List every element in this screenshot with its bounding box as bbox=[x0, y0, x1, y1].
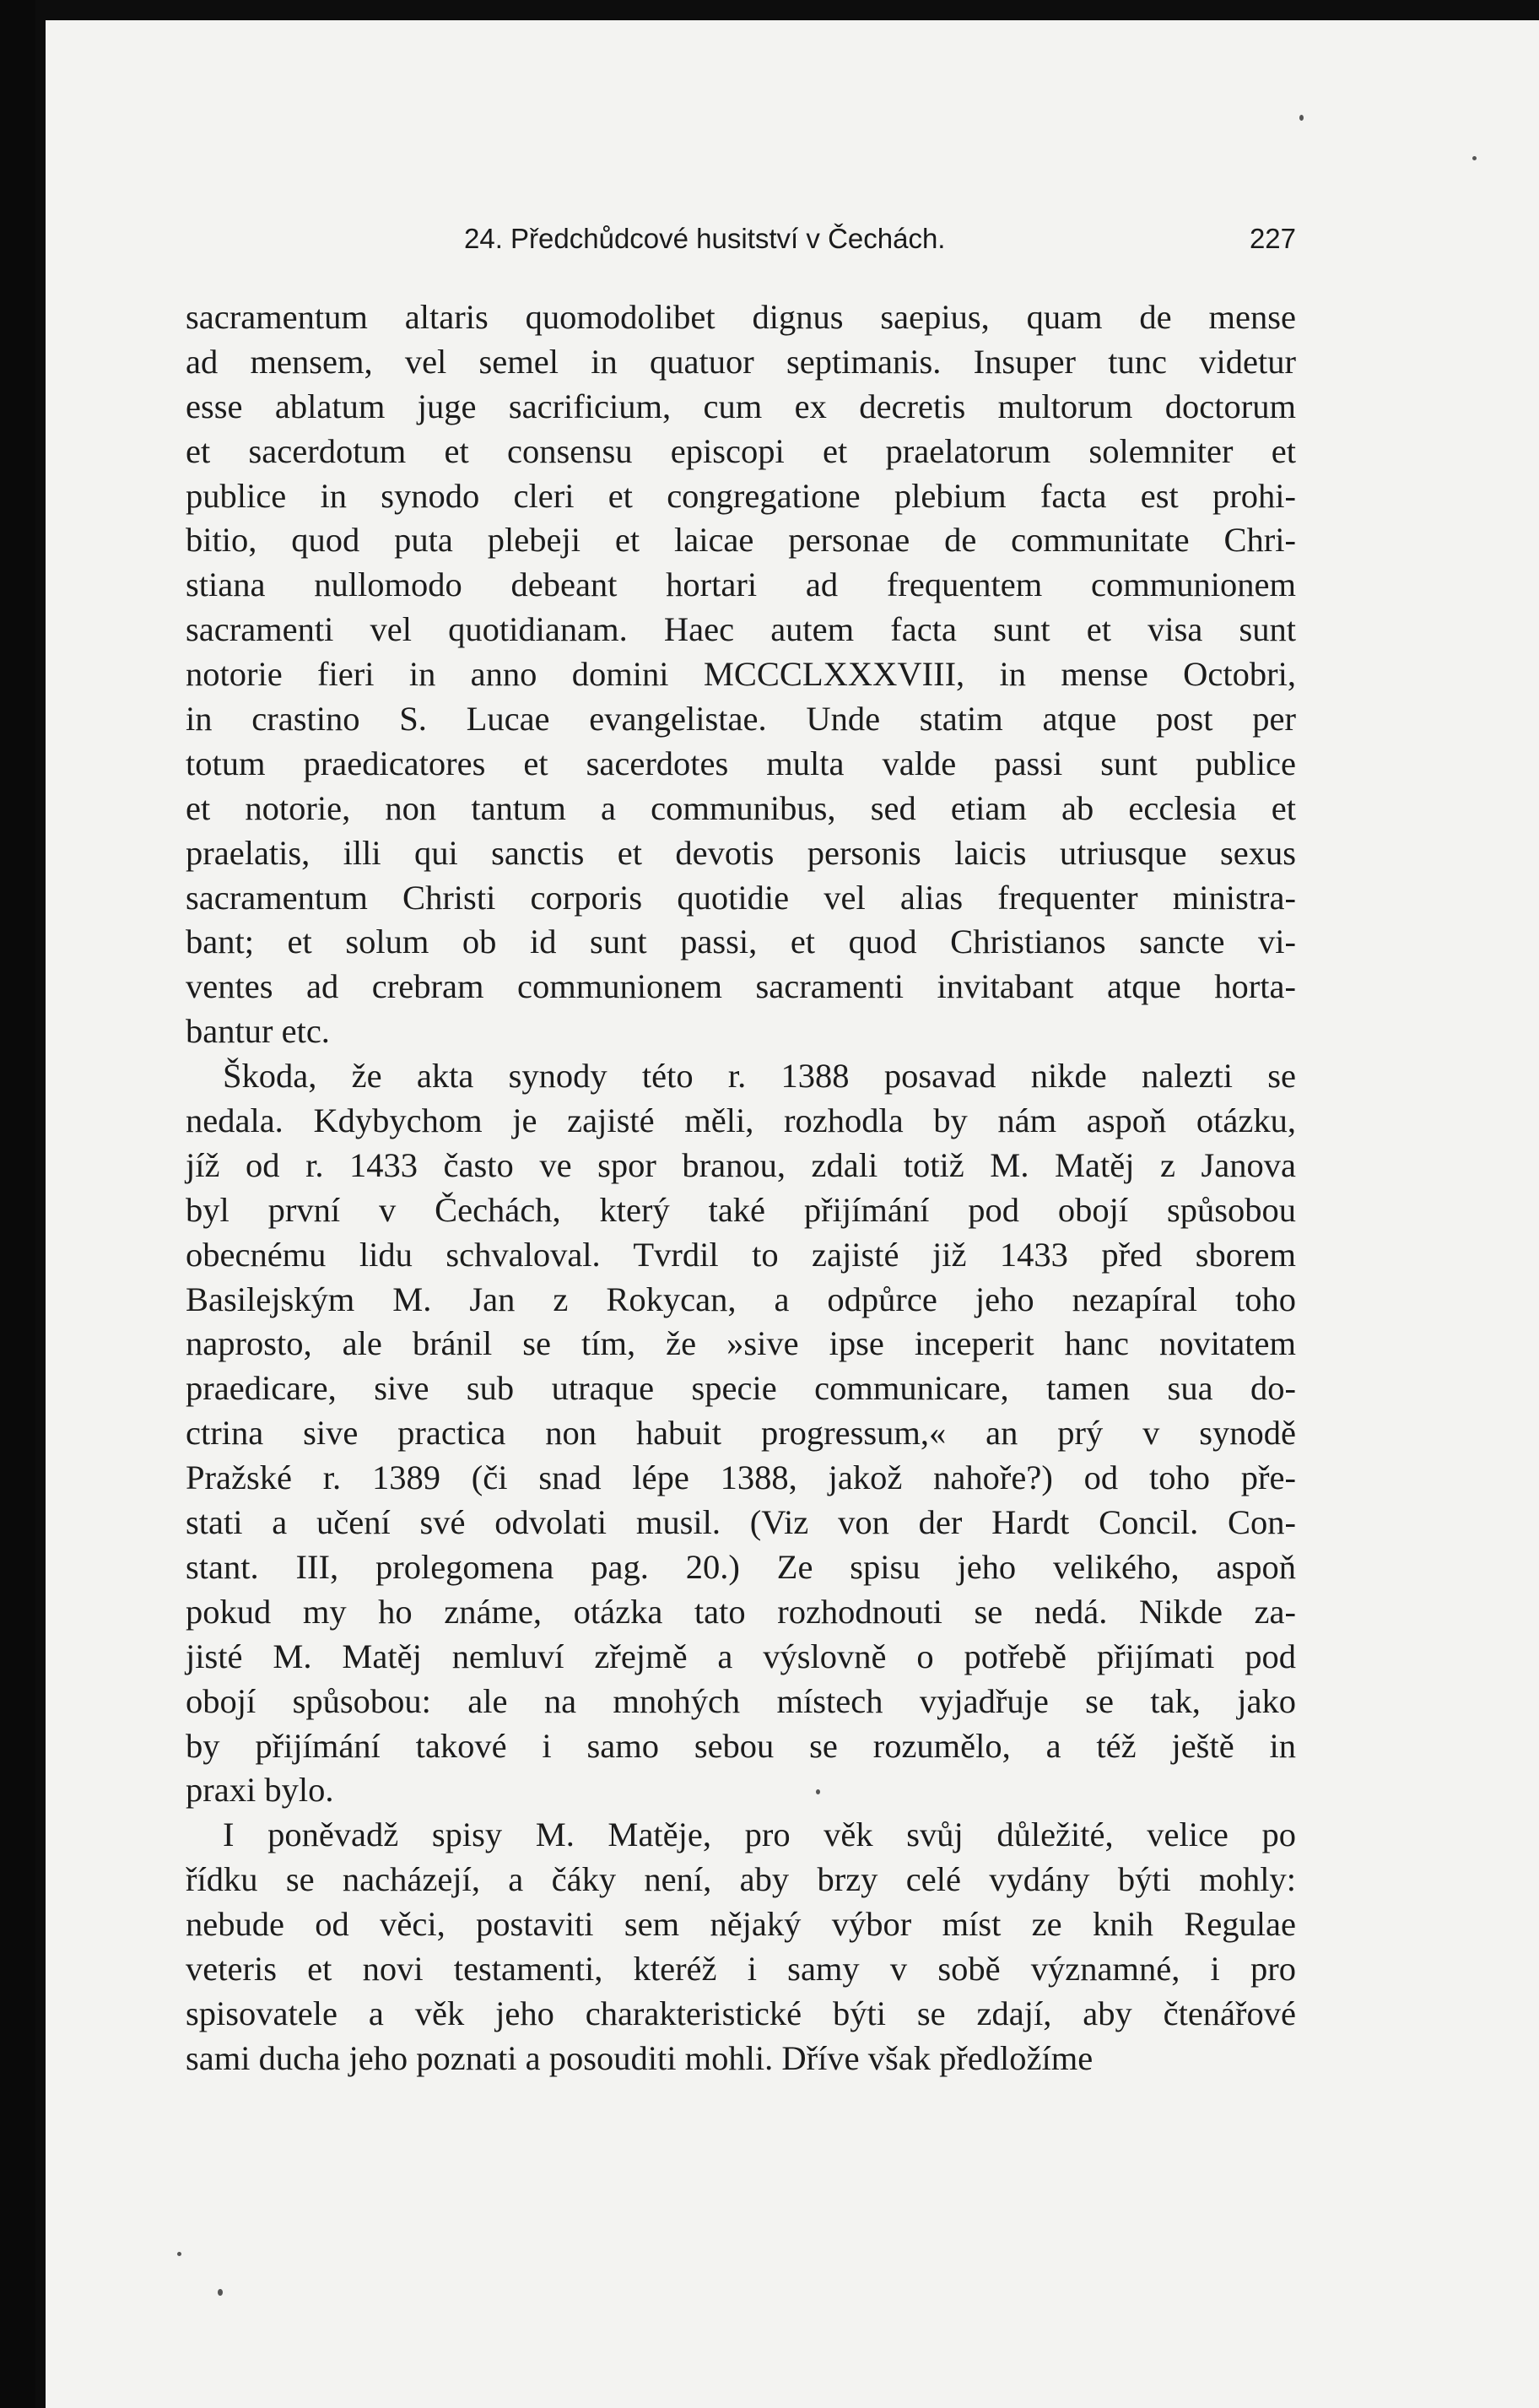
text-line: obecnému lidu schvaloval. Tvrdil to zajisté již 1433 před sborem bbox=[186, 1235, 1296, 1274]
text-line: publice in synodo cleri et congregatione plebium facta est prohi- bbox=[186, 476, 1296, 515]
text-line: spisovatele a věk jeho charakteristické býti se zdají, aby čtenářové bbox=[186, 1994, 1296, 2032]
text-line: stati a učení své odvolati musil. (Viz von der Hardt Concil. Con- bbox=[186, 1503, 1296, 1542]
text-line: sacramenti vel quotidianam. Haec autem facta sunt et visa sunt bbox=[186, 610, 1296, 649]
scan-speck bbox=[1299, 115, 1304, 121]
paragraph bbox=[186, 1813, 1296, 2081]
text-line: stant. III, prolegomena pag. 20.) Ze spisu jeho velikého, aspoň bbox=[186, 1547, 1296, 1586]
text-line: obojí spůsobou: ale na mnohých místech vyjadřuje se tak, jako bbox=[186, 1681, 1296, 1720]
text-line: bantur etc. bbox=[186, 1012, 330, 1051]
text-line: bant; et solum ob id sunt passi, et quod Christianos sancte vi- bbox=[186, 923, 1296, 961]
page-number: 227 bbox=[1249, 223, 1296, 254]
text-line: notorie fieri in anno domini MCCCLXXXVIII, in mense Octobri, bbox=[186, 655, 1296, 694]
text-line: I poněvadž spisy M. Matěje, pro věk svůj důležité, velice po bbox=[223, 1815, 1296, 1854]
text-line: sacramentum Christi corporis quotidie vel alias frequenter ministra- bbox=[186, 878, 1296, 917]
text-line: ctrina sive practica non habuit progressum,« an prý v synodě bbox=[186, 1414, 1296, 1453]
text-line: nedala. Kdybychom je zajisté měli, rozhodla by nám aspoň otázku, bbox=[186, 1101, 1296, 1140]
text-line: praelatis, illi qui sanctis et devotis personis laicis utriusque sexus bbox=[186, 833, 1296, 872]
text-line: ventes ad crebram communionem sacramenti invitabant atque horta- bbox=[186, 967, 1296, 1006]
text-line: by přijímání takové i samo sebou se rozumělo, a též ještě in bbox=[186, 1726, 1296, 1765]
text-line: Basilejským M. Jan z Rokycan, a odpůrce jeho nezapíral toho bbox=[186, 1280, 1296, 1318]
text-line: Pražské r. 1389 (či snad lépe 1388, jakož nahoře?) od toho pře- bbox=[186, 1458, 1296, 1497]
body-text bbox=[186, 295, 1296, 2081]
text-line: jisté M. Matěj nemluví zřejmě a výslovně o potřebě přijímati pod bbox=[186, 1637, 1296, 1675]
text-line: totum praedicatores et sacerdotes multa valde passi sunt publice bbox=[186, 744, 1296, 782]
scan-speck bbox=[218, 2289, 223, 2296]
text-line: řídku se nacházejí, a čáky není, aby brzy celé vydány býti mohly: bbox=[186, 1860, 1296, 1899]
text-line: sami ducha jeho poznati a posouditi mohli. Dříve však předložíme bbox=[186, 2038, 1094, 2077]
text-line: nebude od věci, postaviti sem nějaký výbor míst ze knih Regulae bbox=[186, 1905, 1296, 1944]
text-line: pokud my ho známe, otázka tato rozhodnouti se nedá. Nikde za- bbox=[186, 1592, 1296, 1631]
text-line: stiana nullomodo debeant hortari ad frequentem communionem bbox=[186, 565, 1296, 604]
scan-speck bbox=[816, 1789, 820, 1794]
text-line: et notorie, non tantum a communibus, sed etiam ab ecclesia et bbox=[186, 788, 1296, 827]
text-line: Škoda, že akta synody této r. 1388 posavad nikde nalezti se bbox=[223, 1057, 1296, 1096]
text-line: bitio, quod puta plebeji et laicae personae de communitate Chri- bbox=[186, 521, 1296, 560]
text-line: in crastino S. Lucae evangelistae. Unde statim atque post per bbox=[186, 700, 1296, 739]
running-title: 24. Předchůdcové husitství v Čechách. bbox=[464, 223, 946, 254]
text-line: praxi bylo. bbox=[186, 1771, 334, 1810]
text-line: et sacerdotum et consensu episcopi et praelatorum solemniter et bbox=[186, 431, 1296, 470]
page-header bbox=[186, 206, 1296, 257]
text-line: ad mensem, vel semel in quatuor septimanis. Insuper tunc videtur bbox=[186, 342, 1296, 381]
text-line: esse ablatum juge sacrificium, cum ex decretis multorum doctorum bbox=[186, 387, 1296, 425]
text-line: byl první v Čechách, který také přijímání pod obojí spůsobou bbox=[186, 1190, 1296, 1229]
text-line: praedicare, sive sub utraque specie communicare, tamen sua do- bbox=[186, 1369, 1296, 1408]
text-line: veteris et novi testamenti, kteréž i samy v sobě významné, i pro bbox=[186, 1949, 1296, 1988]
text-line: sacramentum altaris quomodolibet dignus saepius, quam de mense bbox=[186, 298, 1296, 336]
paragraph bbox=[186, 295, 1296, 1054]
scan-speck bbox=[177, 2252, 181, 2256]
scan-left-margin bbox=[0, 0, 35, 2408]
text-line: jíž od r. 1433 často ve spor branou, zdali totiž M. Matěj z Janova bbox=[186, 1145, 1296, 1184]
scan-speck bbox=[1472, 156, 1477, 160]
text-line: naprosto, ale bránil se tím, že »sive ipse inceperit hanc novitatem bbox=[186, 1324, 1296, 1363]
paragraph bbox=[186, 1054, 1296, 1813]
